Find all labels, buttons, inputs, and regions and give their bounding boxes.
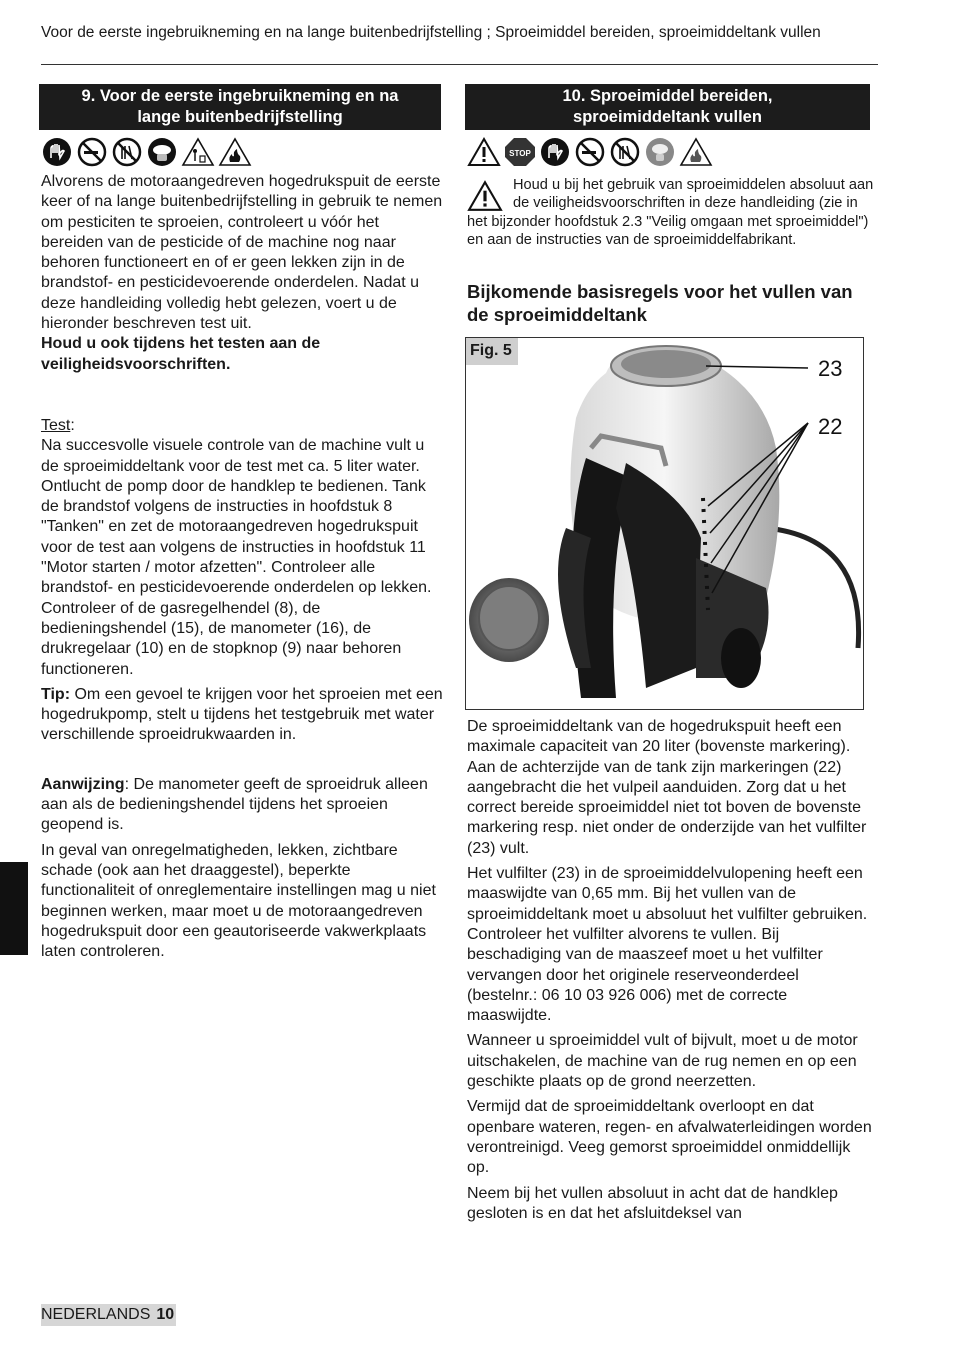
figure-label: Fig. 5 xyxy=(466,338,518,365)
warning-person-icon xyxy=(181,137,215,167)
note-body: : De manometer geeft de sproeidruk alleen aan als de bedieningshendel tijdens het sproeien geopend is. xyxy=(41,775,428,834)
callout-23: 23 xyxy=(818,356,843,381)
warning-icon xyxy=(467,137,501,167)
section-title-10-line2: sproeimiddeltank vullen xyxy=(573,108,762,126)
page-footer xyxy=(41,1304,176,1326)
overflow-paragraph: Vermijd dat de sproeimiddeltank overloopt en dat openbare wateren, regen- en afvalwaterleidingen worden verontreinigd. Veeg gemorst sproeimiddel onmiddellijk op. xyxy=(467,1098,872,1177)
read-manual-icon xyxy=(41,137,73,167)
no-eating-icon xyxy=(609,137,641,167)
figure-5 xyxy=(465,337,864,710)
callout-22: 22 xyxy=(818,414,843,439)
test-heading xyxy=(41,416,443,436)
test-label: Test xyxy=(41,416,71,434)
handvalve-paragraph: Neem bij het vullen absoluut in acht dat de handklep gesloten is en dat het afsluitdeksel van xyxy=(467,1184,838,1222)
note-label: Aanwijzing xyxy=(41,775,125,793)
svg-text:STOP: STOP xyxy=(509,149,531,158)
page-number: 10 xyxy=(156,1306,175,1323)
test-colon: : xyxy=(70,416,75,434)
stop-icon xyxy=(504,137,536,167)
protective-mask-icon xyxy=(146,137,178,167)
note-paragraph xyxy=(41,775,443,836)
capacity-paragraph: De sproeimiddeltank van de hogedrukspuit heeft een maximale capaciteit van 20 liter (bovenste markering). Aan de achterzijde van de tank zijn markeringen (22) aangebracht die het vulpeil aanduiden. Zorg dat u het correct bereide sproeimiddel niet tot boven de bovenste markering resp. niet onder de onderzijde van het vulfilter (23) vult. xyxy=(467,718,867,857)
left-safety-icons xyxy=(41,137,252,167)
section-title-9 xyxy=(39,84,441,130)
no-eating-icon xyxy=(111,137,143,167)
intro-paragraph: Alvorens de motoraangedreven hogedrukspuit de eerste keer of na lange buitenbedrijfstelling in gebruik te nemen om pesticiten te sproeien, controleert u vóór het bereiden van de pesticide of de machine nog naar behoren functioneert en of er geen lekken zijn in de brandstof- en pesticidevoerende onderdelen. Nadat u deze handleiding volledig hebt gelezen, voert u de hieronder beschreven test uit. xyxy=(41,173,443,333)
safety-warning-note xyxy=(467,176,875,249)
section-title-10 xyxy=(465,84,870,130)
fire-hazard-icon xyxy=(679,137,713,167)
safety-warning-text: Houd u bij het gebruik van sproeimiddelen absoluut aan de veiligheidsvoorschriften in deze handleiding (zie in het bijzonder hoofdstuk 2.3 "Veilig omgaan met sproeimiddel") en aan de instructies van de sproeimiddelfabrikant. xyxy=(467,177,874,248)
warning-fire-icon xyxy=(218,137,252,167)
protective-mask-icon xyxy=(644,137,676,167)
section-title-10-line1: 10. Sproeimiddel bereiden, xyxy=(562,87,773,105)
running-header: Voor de eerste ingebruikneming en na lange buitenbedrijfstelling ; Sproeimiddel bereiden, sproeimiddeltank vullen xyxy=(41,24,821,41)
right-safety-icons xyxy=(467,137,713,167)
tip-paragraph xyxy=(41,685,443,746)
footer-language: NEDERLANDS xyxy=(41,1306,151,1323)
section-title-9-line1: 9. Voor de eerste ingebruikneming en na xyxy=(81,87,399,105)
warning-icon xyxy=(467,180,503,212)
refill-paragraph: Wanneer u sproeimiddel vult of bijvult, moet u de motor uitschakelen, de machine van de rug nemen en op een geschikte plaats op de grond neerzetten. xyxy=(467,1032,858,1091)
no-smoking-icon xyxy=(76,137,108,167)
tip-body: Om een gevoel te krijgen voor het sproeien met een hogedrukpomp, stelt u tijdens het testgebruik met water verschillende sproeidrukwaarden in. xyxy=(41,685,443,744)
irregularities-paragraph: In geval van onregelmatigheden, lekken, zichtbare schade (ook aan het draaggestel), beperkte functionaliteit of onreglementaire instellingen mag u niet beginnen werken, maar moet u de motoraangedreven hogedrukspuit door een geautoriseerde vakwerkplaats laten controleren. xyxy=(41,841,436,961)
left-column-text xyxy=(41,172,443,962)
header-divider xyxy=(41,64,878,65)
read-manual-icon xyxy=(539,137,571,167)
right-column-text xyxy=(467,717,872,1224)
intro-bold-notice: Houd u ook tijdens het testen aan de veiligheidsvoorschriften. xyxy=(41,335,321,373)
no-smoking-icon xyxy=(574,137,606,167)
section-title-9-line2: lange buitenbedrijfstelling xyxy=(137,108,343,126)
test-paragraph: Na succesvolle visuele controle van de machine vult u de sproeimiddeltank voor de test met ca. 5 liter water. Ontlucht de pomp door de handklep te bedienen. Tank de brandstof volgens de instructies in hoofdstuk 8 "Tanken" en zet de motoraangedreven hogedrukspuit voor de test aan volgens de instructies in hoofdstuk 11 "Motor starten / motor afzetten". Controleer alle brandstof- en pesticidevoerende onderdelen op lekken. Controleer of de gasregelhendel (8), de bedieningshendel (15), de manometer (16), de drukregelaar (10) en de stopknop (9) naar behoren functioneren. xyxy=(41,437,432,678)
chapter-side-tab xyxy=(0,862,28,955)
tip-label: Tip: xyxy=(41,685,71,703)
sprayer-illustration xyxy=(466,338,863,709)
filter-paragraph: Het vulfilter (23) in de sproeimiddelvulopening heeft een maaswijdte van 0,65 mm. Bij het vullen van de sproeimiddeltank moet u absoluut het vulfilter gebruiken. Controleer het vulfilter alvorens te vullen. Bij beschadiging van de maaszeef moet u het vulfilter vervangen door het originele reserveonderdeel (bestelnr.: 06 10 03 926 006) met de correcte maaswijdte. xyxy=(467,865,868,1025)
subheading-filling-rules: Bijkomende basisregels voor het vullen van de sproeimiddeltank xyxy=(467,281,853,325)
